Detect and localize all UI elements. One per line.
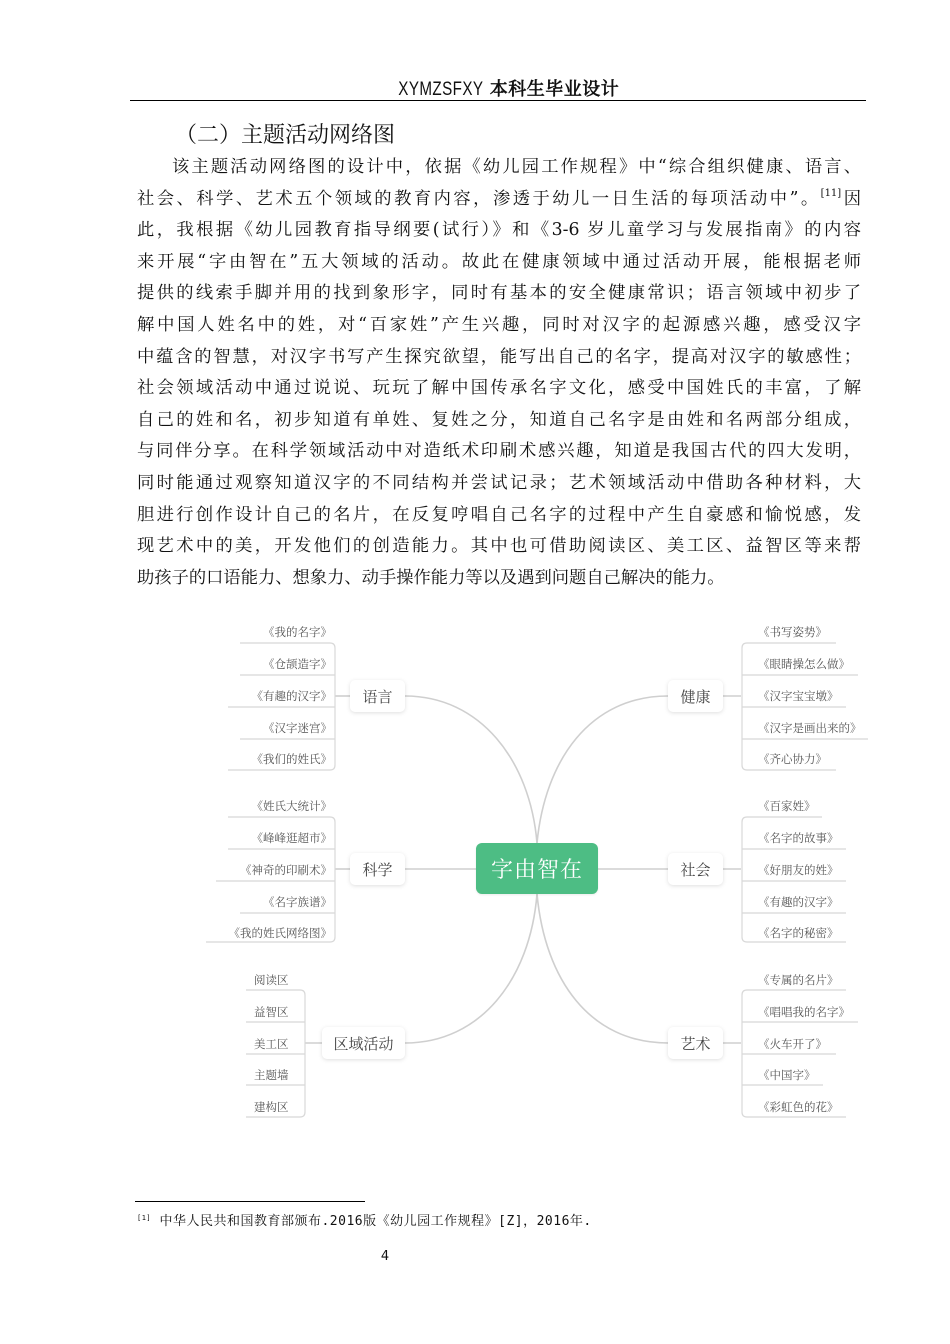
leaf-node[interactable]: 阅读区 bbox=[254, 973, 289, 987]
branch-node-science[interactable]: 科学 bbox=[350, 853, 405, 885]
leaf-node[interactable]: 《百家姓》 bbox=[758, 799, 816, 813]
leaf-node[interactable]: 《名字族谱》 bbox=[263, 895, 332, 909]
header-rule bbox=[130, 100, 866, 101]
leaf-node[interactable]: 《汉字是画出来的》 bbox=[758, 721, 862, 735]
leaf-node[interactable]: 《汉字迷宫》 bbox=[263, 721, 332, 735]
paragraph-line: 助孩子的口语能力、想象力、动手操作能力等以及遇到问题自己解决的能力。 bbox=[137, 567, 725, 588]
leaf-node[interactable]: 《有趣的汉字》 bbox=[251, 689, 332, 703]
header-latin: XYMZSFXY bbox=[398, 79, 484, 100]
page-number: 4 bbox=[380, 1249, 390, 1264]
leaf-node[interactable]: 《峰峰逛超市》 bbox=[251, 831, 332, 845]
footnote-mark: [1] bbox=[137, 1214, 152, 1222]
paragraph-line: 自己的姓和名，初步知道有单姓、复姓之分，知道自己名字是由姓和名两部分组成， bbox=[137, 409, 861, 430]
leaf-node[interactable]: 《汉字宝宝墩》 bbox=[758, 689, 839, 703]
paragraph-line: 现艺术中的美，开发他们的创造能力。其中也可借助阅读区、美工区、益智区等来帮 bbox=[137, 536, 861, 557]
paragraph-line-text: 社会、科学、艺术五个领域的教育内容，渗透于幼儿一日生活的每项活动中”。 bbox=[137, 188, 821, 209]
leaf-node[interactable]: 《中国字》 bbox=[758, 1068, 816, 1082]
leaf-node[interactable]: 《齐心协力》 bbox=[758, 752, 827, 766]
paragraph-line-with-citation bbox=[137, 184, 861, 216]
leaf-node[interactable]: 《有趣的汉字》 bbox=[758, 895, 839, 909]
running-header bbox=[0, 75, 950, 101]
branch-node-art[interactable]: 艺术 bbox=[668, 1027, 723, 1059]
header-cjk: 本科生毕业设计 bbox=[489, 79, 620, 100]
paragraph-line: 解中国人姓名中的姓，对“百家姓”产生兴趣，同时对汉字的起源感兴趣，感受汉字 bbox=[137, 314, 861, 335]
paragraph-line: 社会领域活动中通过说说、玩玩了解中国传承名字文化，感受中国姓氏的丰富，了解 bbox=[137, 378, 861, 399]
body-paragraph bbox=[137, 152, 861, 594]
footnote bbox=[137, 1210, 592, 1229]
branch-node-language[interactable]: 语言 bbox=[350, 680, 405, 712]
leaf-node[interactable]: 《神奇的印刷术》 bbox=[240, 863, 332, 877]
paragraph-line: 中蕴含的智慧，对汉字书写产生探究欲望，能写出自己的名字，提高对汉字的敏感性； bbox=[137, 346, 861, 367]
leaf-node[interactable]: 《彩虹色的花》 bbox=[758, 1100, 839, 1114]
branch-node-health[interactable]: 健康 bbox=[668, 680, 723, 712]
leaf-node[interactable]: 建构区 bbox=[254, 1100, 289, 1114]
leaf-node[interactable]: 《我的姓氏网络图》 bbox=[228, 926, 332, 940]
leaf-node[interactable]: 主题墙 bbox=[254, 1068, 289, 1082]
leaf-node[interactable]: 《眼睛操怎么做》 bbox=[758, 657, 850, 671]
leaf-node[interactable]: 《名字的故事》 bbox=[758, 831, 839, 845]
leaf-node[interactable]: 《火车开了》 bbox=[758, 1037, 827, 1051]
leaf-node[interactable]: 益智区 bbox=[254, 1005, 289, 1019]
leaf-node[interactable]: 《书写姿势》 bbox=[758, 625, 827, 639]
leaf-node[interactable]: 《唱唱我的名字》 bbox=[758, 1005, 850, 1019]
leaf-node[interactable]: 《名字的秘密》 bbox=[758, 926, 839, 940]
leaf-node[interactable]: 《我们的姓氏》 bbox=[251, 752, 332, 766]
paragraph-line: 与同伴分享。在科学领域活动中对造纸术印刷术感兴趣，知道是我国古代的四大发明， bbox=[137, 441, 861, 462]
leaf-node[interactable]: 《好朋友的姓》 bbox=[758, 863, 839, 877]
paragraph-line: 提供的线索手脚并用的找到象形字，同时有基本的安全健康常识；语言领域中初步了 bbox=[137, 283, 861, 304]
leaf-node[interactable]: 《专属的名片》 bbox=[758, 973, 839, 987]
branch-node-society[interactable]: 社会 bbox=[668, 853, 723, 885]
leaf-node[interactable]: 《仓颉造字》 bbox=[263, 657, 332, 671]
footnote-text: 中华人民共和国教育部颁布.2016版《幼儿园工作规程》[Z]，2016年. bbox=[159, 1214, 592, 1229]
leaf-node[interactable]: 《我的名字》 bbox=[263, 625, 332, 639]
paragraph-line: 来开展“字由智在”五大领域的活动。故此在健康领域中通过活动开展，能根据老师 bbox=[137, 251, 861, 272]
footnote-rule bbox=[135, 1201, 365, 1202]
paragraph-line-tail: 因 bbox=[841, 188, 861, 209]
paragraph-line: 该主题活动网络图的设计中，依据《幼儿园工作规程》中“综合组织健康、语言、 bbox=[172, 157, 861, 177]
center-topic-node[interactable]: 字由智在 bbox=[476, 843, 598, 894]
paragraph-line: 胆进行创作设计自己的名片，在反复哼唱自己名字的过程中产生自豪感和愉悦感，发 bbox=[137, 504, 861, 525]
section-heading: （二）主题活动网络图 bbox=[175, 123, 396, 148]
paragraph-line: 此，我根据《幼儿园教育指导纲要(试行）》和《3-6 岁儿童学习与发展指南》的内容 bbox=[137, 220, 861, 241]
citation-mark[interactable]: [11] bbox=[820, 187, 842, 199]
paragraph-line: 同时能通过观察知道汉字的不同结构并尝试记录；艺术领域活动中借助各种材料，大 bbox=[137, 472, 861, 493]
branch-node-area-activities[interactable]: 区域活动 bbox=[322, 1027, 405, 1059]
leaf-node[interactable]: 《姓氏大统计》 bbox=[251, 799, 332, 813]
leaf-node[interactable]: 美工区 bbox=[254, 1037, 289, 1051]
